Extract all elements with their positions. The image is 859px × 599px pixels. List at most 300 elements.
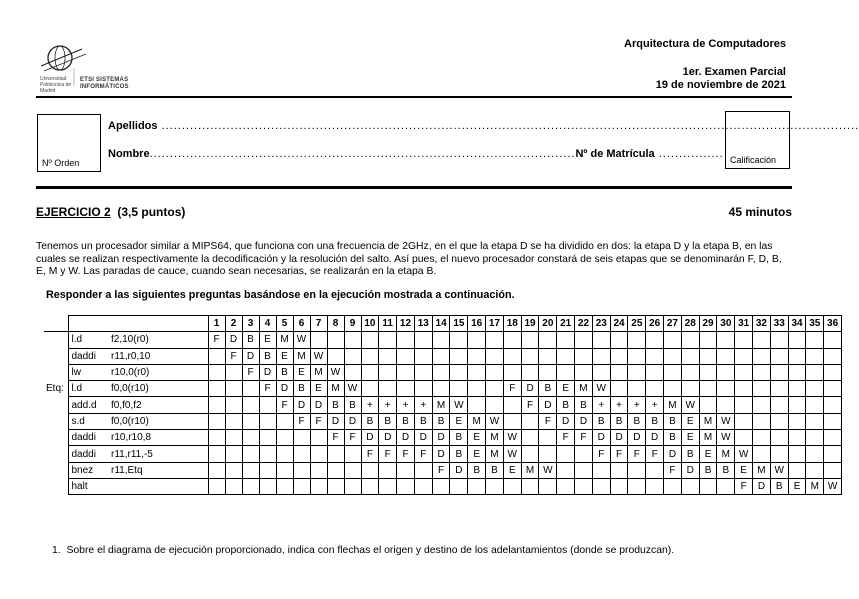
stage-cell (259, 430, 276, 446)
stage-cell (557, 446, 575, 462)
stage-cell (486, 332, 504, 348)
stage-cell: B (344, 397, 361, 413)
instr-operands: r10,0(r0) (108, 364, 208, 380)
stage-cell (225, 478, 242, 494)
stage-cell: M (486, 430, 504, 446)
stage-cell (414, 348, 432, 364)
stage-cell: M (310, 364, 327, 380)
stage-cell: F (539, 413, 557, 429)
cycle-header: 26 (646, 316, 664, 332)
stage-cell (450, 332, 468, 348)
stage-cell (344, 462, 361, 478)
stage-cell: + (414, 397, 432, 413)
pipeline-row (44, 430, 842, 446)
stage-cell: F (432, 462, 450, 478)
stage-cell (788, 462, 806, 478)
stage-cell (557, 478, 575, 494)
stage-cell: M (575, 381, 593, 397)
instr-opcode: add.d (68, 397, 108, 413)
stage-cell (225, 430, 242, 446)
stage-cell (575, 462, 593, 478)
stage-cell: B (450, 430, 468, 446)
stage-cell: D (610, 430, 628, 446)
cycle-header: 11 (379, 316, 397, 332)
stage-cell: D (397, 430, 415, 446)
stage-cell (664, 348, 682, 364)
stage-cell (592, 478, 610, 494)
stage-cell: B (327, 397, 344, 413)
stage-cell (806, 381, 824, 397)
stage-cell (699, 364, 717, 380)
stage-cell: F (575, 430, 593, 446)
stage-cell (575, 478, 593, 494)
stage-cell: B (575, 397, 593, 413)
stage-cell: B (432, 413, 450, 429)
stage-cell: E (293, 364, 310, 380)
stage-cell: + (628, 397, 646, 413)
stage-cell (486, 364, 504, 380)
stage-cell: D (450, 462, 468, 478)
stage-cell: M (486, 446, 504, 462)
stage-cell: F (208, 332, 225, 348)
stage-cell (344, 332, 361, 348)
pipeline-row (44, 348, 842, 364)
stage-cell (310, 478, 327, 494)
apellidos-field[interactable]: Apellidos ............................................................................................................................................................................ (108, 120, 859, 132)
stage-cell: M (327, 381, 344, 397)
stage-cell (646, 364, 664, 380)
matricula-label: Nº de Matrícula (575, 148, 655, 160)
stage-cell (770, 364, 788, 380)
stage-cell: D (225, 332, 242, 348)
cycle-header: 18 (503, 316, 521, 332)
stage-cell: D (575, 413, 593, 429)
stage-cell (770, 413, 788, 429)
stage-cell (521, 332, 539, 348)
stage-cell (397, 332, 415, 348)
stage-cell: W (503, 446, 521, 462)
stage-cell: + (646, 397, 664, 413)
stage-cell (450, 364, 468, 380)
stage-cell: M (276, 332, 293, 348)
stage-cell: B (414, 413, 432, 429)
stage-cell (592, 332, 610, 348)
pipeline-row (44, 462, 842, 478)
instr-label (44, 364, 68, 380)
stage-cell: F (646, 446, 664, 462)
stage-cell (208, 397, 225, 413)
stage-cell (242, 381, 259, 397)
stage-cell: B (276, 364, 293, 380)
instr-opcode: s.d (68, 413, 108, 429)
stage-cell (592, 462, 610, 478)
stage-cell (539, 478, 557, 494)
instr-label (44, 430, 68, 446)
instr-label (44, 446, 68, 462)
stage-cell (344, 478, 361, 494)
pipeline-row (44, 364, 842, 380)
stage-cell: F (327, 430, 344, 446)
stage-cell (824, 462, 842, 478)
stage-cell (610, 381, 628, 397)
stage-cell (521, 364, 539, 380)
cycle-header: 6 (293, 316, 310, 332)
stage-cell (717, 332, 735, 348)
stage-cell: W (503, 430, 521, 446)
stage-cell (414, 364, 432, 380)
stage-cell (788, 381, 806, 397)
stage-cell (699, 348, 717, 364)
stage-cell: M (664, 397, 682, 413)
stage-cell (486, 348, 504, 364)
instr-opcode: halt (68, 478, 108, 494)
stage-cell (259, 397, 276, 413)
stage-cell (699, 397, 717, 413)
stage-cell (806, 446, 824, 462)
stage-cell (806, 462, 824, 478)
cycle-header: 16 (468, 316, 486, 332)
stage-cell: B (486, 462, 504, 478)
stage-cell (770, 348, 788, 364)
instr-opcode: daddi (68, 446, 108, 462)
cycle-header: 1 (208, 316, 225, 332)
stage-cell (699, 381, 717, 397)
instr-opcode: l.d (68, 381, 108, 397)
stage-cell (664, 332, 682, 348)
stage-cell (806, 364, 824, 380)
stage-cell (208, 430, 225, 446)
stage-cell: B (592, 413, 610, 429)
stage-cell (259, 478, 276, 494)
stage-cell (414, 462, 432, 478)
instr-opcode: l.d (68, 332, 108, 348)
stage-cell (681, 478, 699, 494)
cycle-header: 17 (486, 316, 504, 332)
stage-cell: E (450, 413, 468, 429)
stage-cell (735, 332, 753, 348)
cycle-header: 35 (806, 316, 824, 332)
stage-cell (327, 446, 344, 462)
stage-cell (664, 478, 682, 494)
stage-cell (276, 430, 293, 446)
stage-cell: E (468, 430, 486, 446)
stage-cell (770, 332, 788, 348)
instr-label (44, 397, 68, 413)
stage-cell (242, 446, 259, 462)
stage-cell (276, 462, 293, 478)
cycle-header: 21 (557, 316, 575, 332)
stage-cell: B (259, 348, 276, 364)
orden-label: Nº Orden (42, 158, 80, 168)
pipeline-row (44, 413, 842, 429)
stage-cell (824, 332, 842, 348)
stage-cell: F (735, 478, 753, 494)
stage-cell: E (788, 478, 806, 494)
stage-cell (539, 446, 557, 462)
instr-operands: r11,r11,-5 (108, 446, 208, 462)
stage-cell: F (664, 462, 682, 478)
cycle-header: 19 (521, 316, 539, 332)
cycle-header: 14 (432, 316, 450, 332)
stage-cell (806, 430, 824, 446)
stage-cell (310, 446, 327, 462)
stage-cell (521, 348, 539, 364)
stage-cell (557, 462, 575, 478)
stage-cell: F (397, 446, 415, 462)
cycle-header: 7 (310, 316, 327, 332)
stage-cell (664, 364, 682, 380)
stage-cell (753, 381, 771, 397)
stage-cell (503, 397, 521, 413)
stage-cell: D (361, 430, 379, 446)
stage-cell (208, 348, 225, 364)
stage-cell: E (557, 381, 575, 397)
stage-cell: W (770, 462, 788, 478)
stage-cell (259, 446, 276, 462)
stage-cell (557, 332, 575, 348)
cycle-header: 25 (628, 316, 646, 332)
stage-cell (628, 364, 646, 380)
stage-cell (735, 381, 753, 397)
cycle-header: 28 (681, 316, 699, 332)
stage-cell (788, 430, 806, 446)
stage-cell: F (344, 430, 361, 446)
cycle-header: 36 (824, 316, 842, 332)
stage-cell (414, 381, 432, 397)
stage-cell (225, 462, 242, 478)
stage-cell (753, 348, 771, 364)
stage-cell (379, 478, 397, 494)
stage-cell: D (327, 413, 344, 429)
stage-cell (414, 332, 432, 348)
exam-title: 1er. Examen Parcial (682, 66, 786, 78)
stage-cell: D (414, 430, 432, 446)
stage-cell (788, 348, 806, 364)
stage-cell (824, 364, 842, 380)
stage-cell (414, 478, 432, 494)
pipeline-row (44, 446, 842, 462)
stage-cell: E (699, 446, 717, 462)
stage-cell (788, 446, 806, 462)
stage-cell: B (468, 462, 486, 478)
stage-cell: E (310, 381, 327, 397)
stage-cell (575, 332, 593, 348)
stage-cell: D (592, 430, 610, 446)
stage-cell (753, 446, 771, 462)
stage-cell (276, 446, 293, 462)
stage-cell (468, 381, 486, 397)
stage-cell (664, 381, 682, 397)
stage-cell (503, 348, 521, 364)
cycle-header: 12 (397, 316, 415, 332)
nombre-label: Nombre (108, 148, 150, 160)
stage-cell: D (259, 364, 276, 380)
exercise-points: (3,5 puntos) (117, 205, 186, 219)
stage-cell (344, 348, 361, 364)
stage-cell: M (468, 413, 486, 429)
stage-cell (327, 478, 344, 494)
stage-cell (397, 478, 415, 494)
cycle-header: 34 (788, 316, 806, 332)
stage-cell (788, 364, 806, 380)
stage-cell (468, 348, 486, 364)
header-instr-blank (68, 316, 208, 332)
stage-cell: + (379, 397, 397, 413)
cycle-header: 8 (327, 316, 344, 332)
stage-cell (628, 381, 646, 397)
stage-cell (699, 478, 717, 494)
stage-cell: B (717, 462, 735, 478)
pipeline-row (44, 381, 842, 397)
stage-cell (575, 446, 593, 462)
stage-cell (208, 462, 225, 478)
stage-cell (276, 413, 293, 429)
stage-cell (592, 348, 610, 364)
stage-cell (681, 381, 699, 397)
exam-date: 19 de noviembre de 2021 (655, 79, 786, 91)
stage-cell (539, 332, 557, 348)
stage-cell (539, 430, 557, 446)
stage-cell (788, 397, 806, 413)
stage-cell (824, 430, 842, 446)
stage-cell: F (628, 446, 646, 462)
stage-cell: B (450, 446, 468, 462)
stage-cell (432, 381, 450, 397)
stage-cell (293, 446, 310, 462)
stage-cell: F (259, 381, 276, 397)
stage-cell (208, 478, 225, 494)
stage-cell (824, 381, 842, 397)
stage-cell: + (361, 397, 379, 413)
stage-cell (450, 348, 468, 364)
stage-cell: F (521, 397, 539, 413)
cycle-header: 5 (276, 316, 293, 332)
stage-cell (468, 332, 486, 348)
apellidos-label: Apellidos (108, 120, 158, 132)
exercise-time: 45 minutos (728, 205, 792, 219)
cycle-header: 27 (664, 316, 682, 332)
cycle-header: 31 (735, 316, 753, 332)
stage-cell (770, 446, 788, 462)
stage-cell (276, 478, 293, 494)
stage-cell (592, 364, 610, 380)
stage-cell (468, 478, 486, 494)
stage-cell (628, 478, 646, 494)
question-1 (52, 545, 674, 556)
nombre-field[interactable]: Nombre.........................................................................................................Nº de Matrícula ................ (108, 148, 724, 160)
stage-cell: F (310, 413, 327, 429)
stage-cell: W (735, 446, 753, 462)
stage-cell (806, 332, 824, 348)
cycle-header: 10 (361, 316, 379, 332)
instr-label (44, 332, 68, 348)
stage-cell: M (293, 348, 310, 364)
stage-cell (327, 348, 344, 364)
stage-cell (432, 348, 450, 364)
stage-cell: F (225, 348, 242, 364)
instr-label (44, 348, 68, 364)
stage-cell: W (310, 348, 327, 364)
stage-cell: D (432, 430, 450, 446)
stage-cell: D (628, 430, 646, 446)
stage-cell (503, 413, 521, 429)
stage-cell: M (753, 462, 771, 478)
stage-cell (717, 364, 735, 380)
stage-cell: B (293, 381, 310, 397)
stage-cell (770, 430, 788, 446)
stage-cell: F (414, 446, 432, 462)
stage-cell: B (664, 413, 682, 429)
stage-cell (208, 446, 225, 462)
stage-cell: D (379, 430, 397, 446)
stage-cell: D (276, 381, 293, 397)
stage-cell (361, 332, 379, 348)
stage-cell (681, 364, 699, 380)
stage-cell: F (503, 381, 521, 397)
instr-operands: f2,10(r0) (108, 332, 208, 348)
stage-cell (225, 364, 242, 380)
logo-dept: ETSI SISTEMAS INFORMÁTICOS (80, 77, 129, 90)
stage-cell (503, 478, 521, 494)
stage-cell: + (397, 397, 415, 413)
stage-cell (310, 332, 327, 348)
stage-cell: D (293, 397, 310, 413)
question-number: 1. (52, 545, 61, 556)
stage-cell: + (592, 397, 610, 413)
stage-cell: B (361, 413, 379, 429)
stage-cell (610, 364, 628, 380)
instr-opcode: lw (68, 364, 108, 380)
stage-cell (397, 462, 415, 478)
cycle-header: 32 (753, 316, 771, 332)
stage-cell: M (717, 446, 735, 462)
stage-cell: E (735, 462, 753, 478)
stage-cell (717, 381, 735, 397)
stage-cell (397, 364, 415, 380)
stage-cell (432, 478, 450, 494)
stage-cell (310, 462, 327, 478)
stage-cell: B (242, 332, 259, 348)
stage-cell (486, 478, 504, 494)
cycle-header: 2 (225, 316, 242, 332)
stage-cell: W (486, 413, 504, 429)
stage-cell: W (293, 332, 310, 348)
stage-cell (646, 348, 664, 364)
stage-cell (610, 462, 628, 478)
stage-cell (610, 348, 628, 364)
stage-cell (521, 413, 539, 429)
stage-cell (503, 364, 521, 380)
stage-cell (293, 478, 310, 494)
stage-cell: F (242, 364, 259, 380)
cycle-header: 9 (344, 316, 361, 332)
stage-cell: D (646, 430, 664, 446)
stage-cell: B (379, 413, 397, 429)
instr-label (44, 478, 68, 494)
stage-cell (521, 430, 539, 446)
stage-cell (379, 348, 397, 364)
stage-cell (753, 364, 771, 380)
stage-cell: F (592, 446, 610, 462)
stage-cell: D (539, 397, 557, 413)
stage-cell (735, 397, 753, 413)
stage-cell (806, 397, 824, 413)
stage-cell (646, 478, 664, 494)
instr-operands: r11,Etq (108, 462, 208, 478)
stage-cell (717, 397, 735, 413)
stage-cell (753, 413, 771, 429)
stage-cell (361, 478, 379, 494)
